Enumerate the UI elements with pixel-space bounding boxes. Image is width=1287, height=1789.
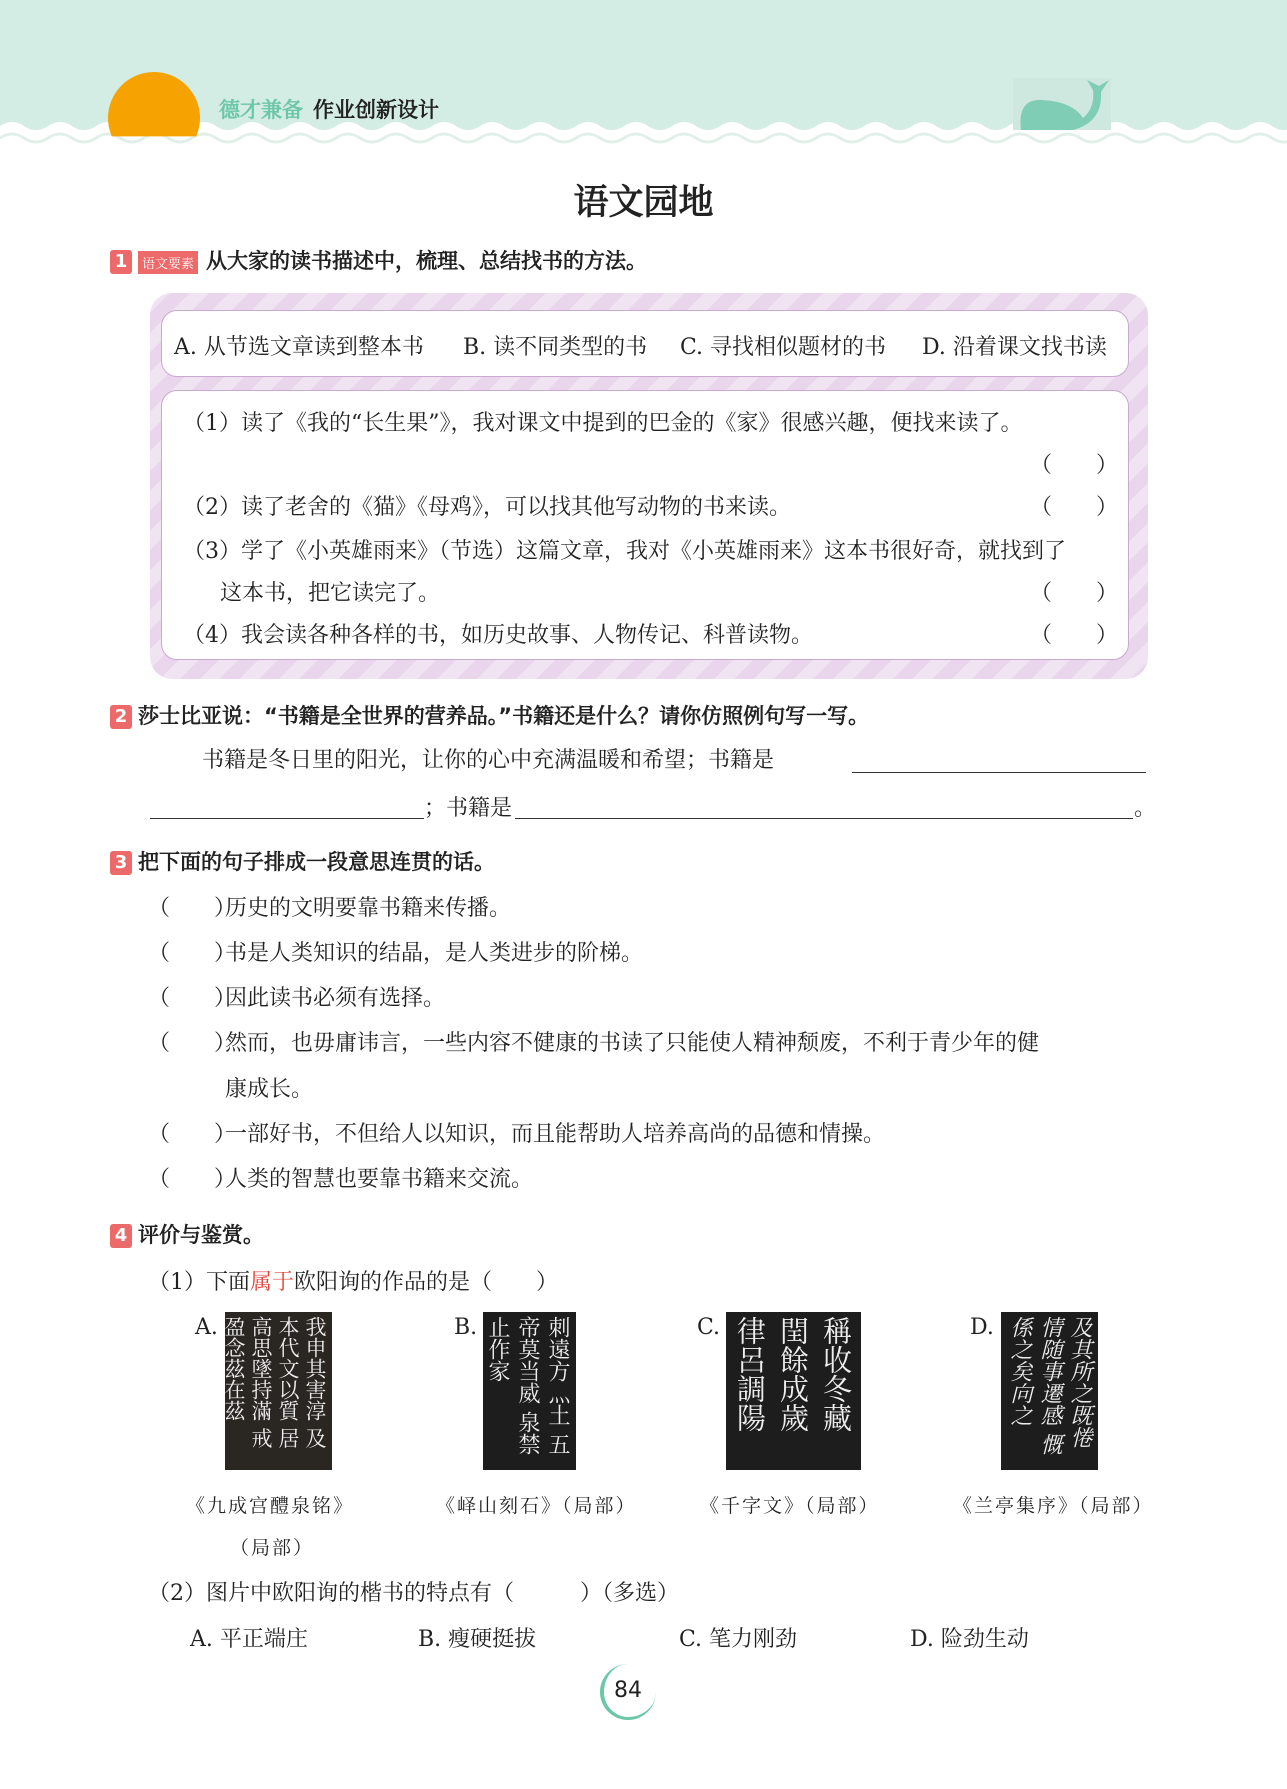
sentence: 人类的智慧也要靠书籍来交流。: [225, 1167, 534, 1192]
work-caption: 《九成宫醴泉铭》: [186, 1495, 355, 1517]
sentence: 然而，也毋庸讳言，一些内容不健康的书读了只能使人精神颓废，不利于青少年的健: [225, 1031, 1040, 1056]
answer-line[interactable]: [852, 772, 1146, 773]
whale-icon: [1013, 78, 1111, 130]
order-bracket[interactable]: （ ）: [148, 896, 237, 921]
question-number: 2: [110, 705, 132, 729]
answer-bracket[interactable]: （ ）: [1030, 453, 1119, 478]
text: （1）下面: [148, 1270, 250, 1295]
answer-bracket[interactable]: （ ）: [1030, 495, 1119, 520]
option-b: B. 读不同类型的书: [463, 335, 648, 360]
order-bracket[interactable]: （ ）: [148, 986, 237, 1011]
question-text: 莎士比亚说：“书籍是全世界的营养品。”书籍还是什么？请你仿照例句写一写。: [138, 704, 870, 728]
work-caption: 《峄山刻石》（局部）: [436, 1495, 637, 1517]
question-2: [110, 700, 869, 730]
sentence: 因此读书必须有选择。: [225, 986, 446, 1011]
calligraphy-image-d: 及其所之既惓 情随事遷感 慨係之矣向之: [1001, 1312, 1098, 1470]
sentence: 一部好书，不但给人以知识，而且能帮助人培养高尚的品德和情操。: [225, 1122, 886, 1147]
brand-green: 德才兼备: [219, 98, 303, 122]
sentence: 历史的文明要靠书籍来传播。: [225, 896, 512, 921]
q1-item-cont: 这本书，把它读完了。: [220, 581, 441, 606]
order-bracket[interactable]: （ ）: [148, 941, 237, 966]
work-label: B.: [454, 1315, 478, 1340]
work-caption: 《兰亭集序》（局部）: [953, 1495, 1154, 1517]
brand-title: 作业创新设计: [313, 98, 439, 122]
page-title: 语文园地: [573, 183, 714, 223]
option-a: A. 从节选文章读到整本书: [174, 335, 424, 360]
example-sentence: 书籍是冬日里的阳光，让你的心中充满温暖和希望；书籍是: [202, 748, 775, 773]
question-number: 3: [110, 851, 132, 875]
text: 欧阳询的作品的是（ ）: [294, 1270, 559, 1295]
question-4: [110, 1219, 264, 1249]
work-label: A.: [195, 1315, 218, 1340]
work-caption: （局部）: [230, 1537, 315, 1559]
question-3: [110, 846, 495, 876]
work-label: C.: [697, 1315, 721, 1340]
option-c[interactable]: C. 笔力刚劲: [679, 1627, 798, 1652]
q1-item: （4）我会读各种各样的书，如历史故事、人物传记、科普读物。: [183, 623, 813, 648]
q1-item: （3）学了《小英雄雨来》（节选）这篇文章，我对《小英雄雨来》这本书很好奇，就找到了: [183, 539, 1067, 564]
option-c: C. 寻找相似题材的书: [680, 335, 887, 360]
highlight-text: 属于: [250, 1270, 295, 1295]
period: 。: [1134, 796, 1157, 821]
option-b[interactable]: B. 瘦硬挺拔: [418, 1627, 537, 1652]
order-bracket[interactable]: （ ）: [148, 1122, 237, 1147]
question-1: [110, 245, 647, 275]
answer-line[interactable]: [515, 818, 1133, 819]
calligraphy-image-c: 稱收冬藏 閏餘成歲 律呂調陽: [726, 1312, 861, 1470]
answer-bracket[interactable]: （ ）: [1030, 581, 1119, 606]
sentence-cont: 康成长。: [225, 1077, 314, 1102]
question-number: 4: [110, 1224, 132, 1248]
q4-sub1: [148, 1265, 558, 1296]
question-number: 1: [110, 250, 132, 274]
calligraphy-image-a: 我申其害淳 及本代文以質 居高思墜持滿 戒盈念茲在茲: [225, 1312, 332, 1470]
answer-line[interactable]: [150, 818, 424, 819]
option-d: D. 沿着课文找书读: [922, 335, 1107, 360]
q1-item: （2）读了老舍的《猫》《母鸡》，可以找其他写动物的书来读。: [183, 495, 791, 520]
options-box: [161, 310, 1129, 377]
order-bracket[interactable]: （ ）: [148, 1031, 237, 1056]
q4-sub2: （2）图片中欧阳询的楷书的特点有（ ）（多选）: [148, 1581, 679, 1606]
calligraphy-image-b: 刺遠方灬土 五帝莫当威 泉禁止作家: [483, 1312, 576, 1470]
order-bracket[interactable]: （ ）: [148, 1167, 237, 1192]
work-caption: 《千字文》（局部）: [700, 1495, 880, 1517]
question-text: 从大家的读书描述中，梳理、总结找书的方法。: [206, 249, 648, 273]
sentence: 书是人类知识的结晶，是人类进步的阶梯。: [225, 941, 644, 966]
question-text: 评价与鉴赏。: [138, 1223, 264, 1247]
work-label: D.: [970, 1315, 994, 1340]
question-text: 把下面的句子排成一段意思连贯的话。: [138, 850, 495, 874]
tag-badge: 语文要素: [138, 251, 198, 274]
answer-bracket[interactable]: （ ）: [1030, 623, 1119, 648]
option-d[interactable]: D. 险劲生动: [910, 1627, 1029, 1652]
sentence-fragment: ；书籍是: [424, 796, 513, 821]
page-number: 84: [614, 1678, 642, 1703]
q1-item: （1）读了《我的“长生果”》，我对课文中提到的巴金的《家》很感兴趣，便找来读了。: [183, 411, 1023, 436]
option-a[interactable]: A. 平正端庄: [190, 1627, 308, 1652]
